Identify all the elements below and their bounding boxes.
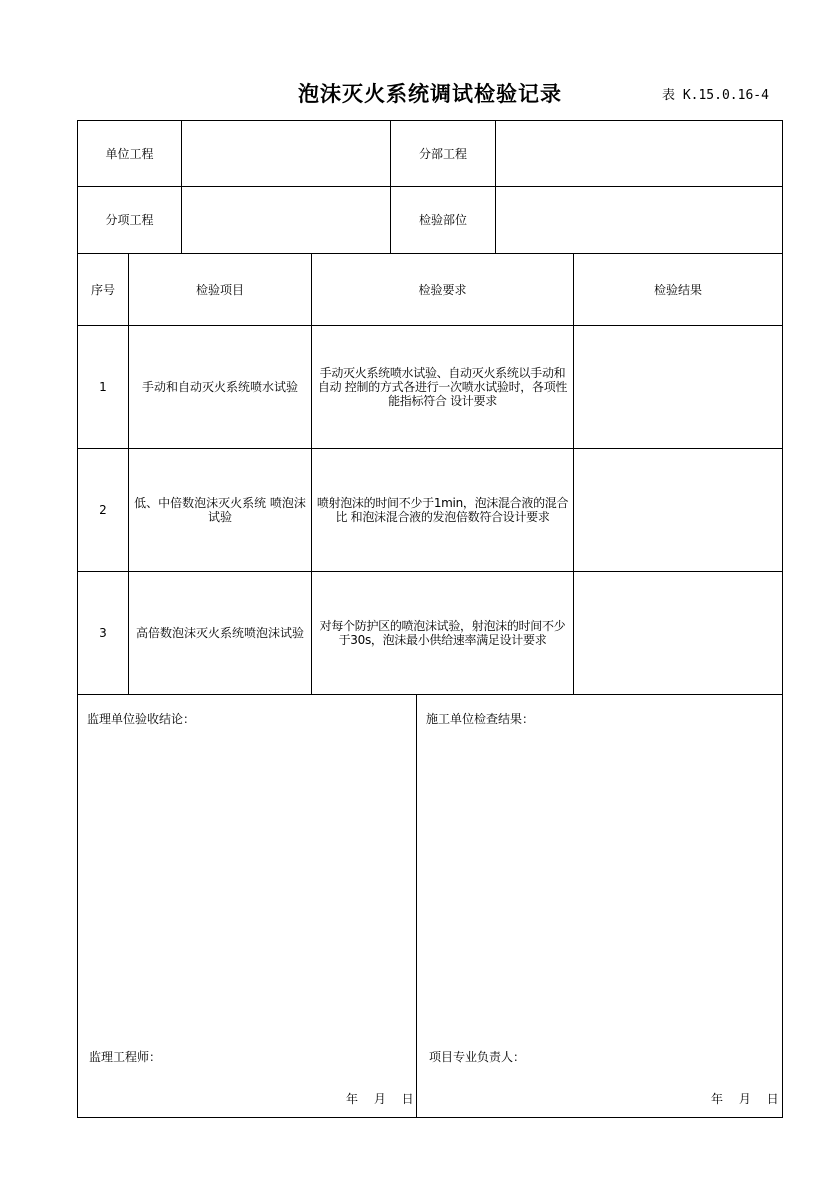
row-3-requirement: 对每个防护区的喷泡沫试验，射泡沫的时间不少于30s，泡沫最小供给速率满足设计要求 [319, 619, 566, 647]
row-2-result-field[interactable] [574, 449, 782, 571]
construction-result-field[interactable] [417, 730, 782, 1030]
supervision-signer-label: 监理工程师： [89, 1050, 162, 1064]
column-header-no: 序号 [90, 282, 115, 297]
supervision-date-label: 年 月 日 [346, 1092, 414, 1106]
table-border-bottom [77, 1117, 783, 1118]
construction-result-label: 施工单位检查结果： [426, 712, 535, 726]
unit-project-field[interactable] [182, 121, 390, 186]
table-border-right [782, 120, 783, 1118]
row-2-requirement: 喷射泡沫的时间不少于1min，泡沫混合液的混合比 和泡沫混合液的发泡倍数符合设计要求 [316, 496, 569, 524]
column-header-requirement: 检验要求 [418, 282, 467, 297]
inspection-part-field[interactable] [496, 187, 782, 253]
division-project-label: 分部工程 [418, 146, 467, 161]
construction-signer-label: 项目专业负责人： [429, 1050, 526, 1064]
column-header-result: 检验结果 [653, 282, 702, 297]
unit-project-label: 单位工程 [105, 146, 154, 161]
row-1-requirement: 手动灭火系统喷水试验、自动灭火系统以手动和自动 控制的方式各进行一次喷水试验时，各项性能指标符合 设计要求 [317, 366, 568, 408]
row-2-item: 低、中倍数泡沫灭火系统 喷泡沫试验 [134, 496, 306, 524]
division-project-field[interactable] [496, 121, 782, 186]
column-header-item: 检验项目 [195, 282, 244, 297]
row-divider [77, 694, 783, 695]
row-3-item: 高倍数泡沫灭火系统喷泡沫试验 [135, 626, 304, 640]
page-title: 泡沫灭火系统调试检验记录 [298, 82, 562, 106]
construction-date-label: 年 月 日 [711, 1092, 779, 1106]
row-1-no: 1 [99, 380, 107, 394]
supervision-conclusion-field[interactable] [78, 730, 416, 1030]
inspection-part-label: 检验部位 [418, 213, 467, 227]
row-3-result-field[interactable] [574, 572, 782, 694]
table-code: 表 K.15.0.16-4 [662, 88, 769, 103]
supervision-conclusion-label: 监理单位验收结论： [87, 712, 196, 726]
row-3-no: 3 [99, 626, 107, 640]
row-1-result-field[interactable] [574, 326, 782, 448]
subitem-project-field[interactable] [182, 187, 390, 253]
row-2-no: 2 [99, 503, 107, 517]
row-1-item: 手动和自动灭火系统喷水试验 [141, 380, 298, 394]
subitem-project-label: 分项工程 [105, 213, 154, 227]
